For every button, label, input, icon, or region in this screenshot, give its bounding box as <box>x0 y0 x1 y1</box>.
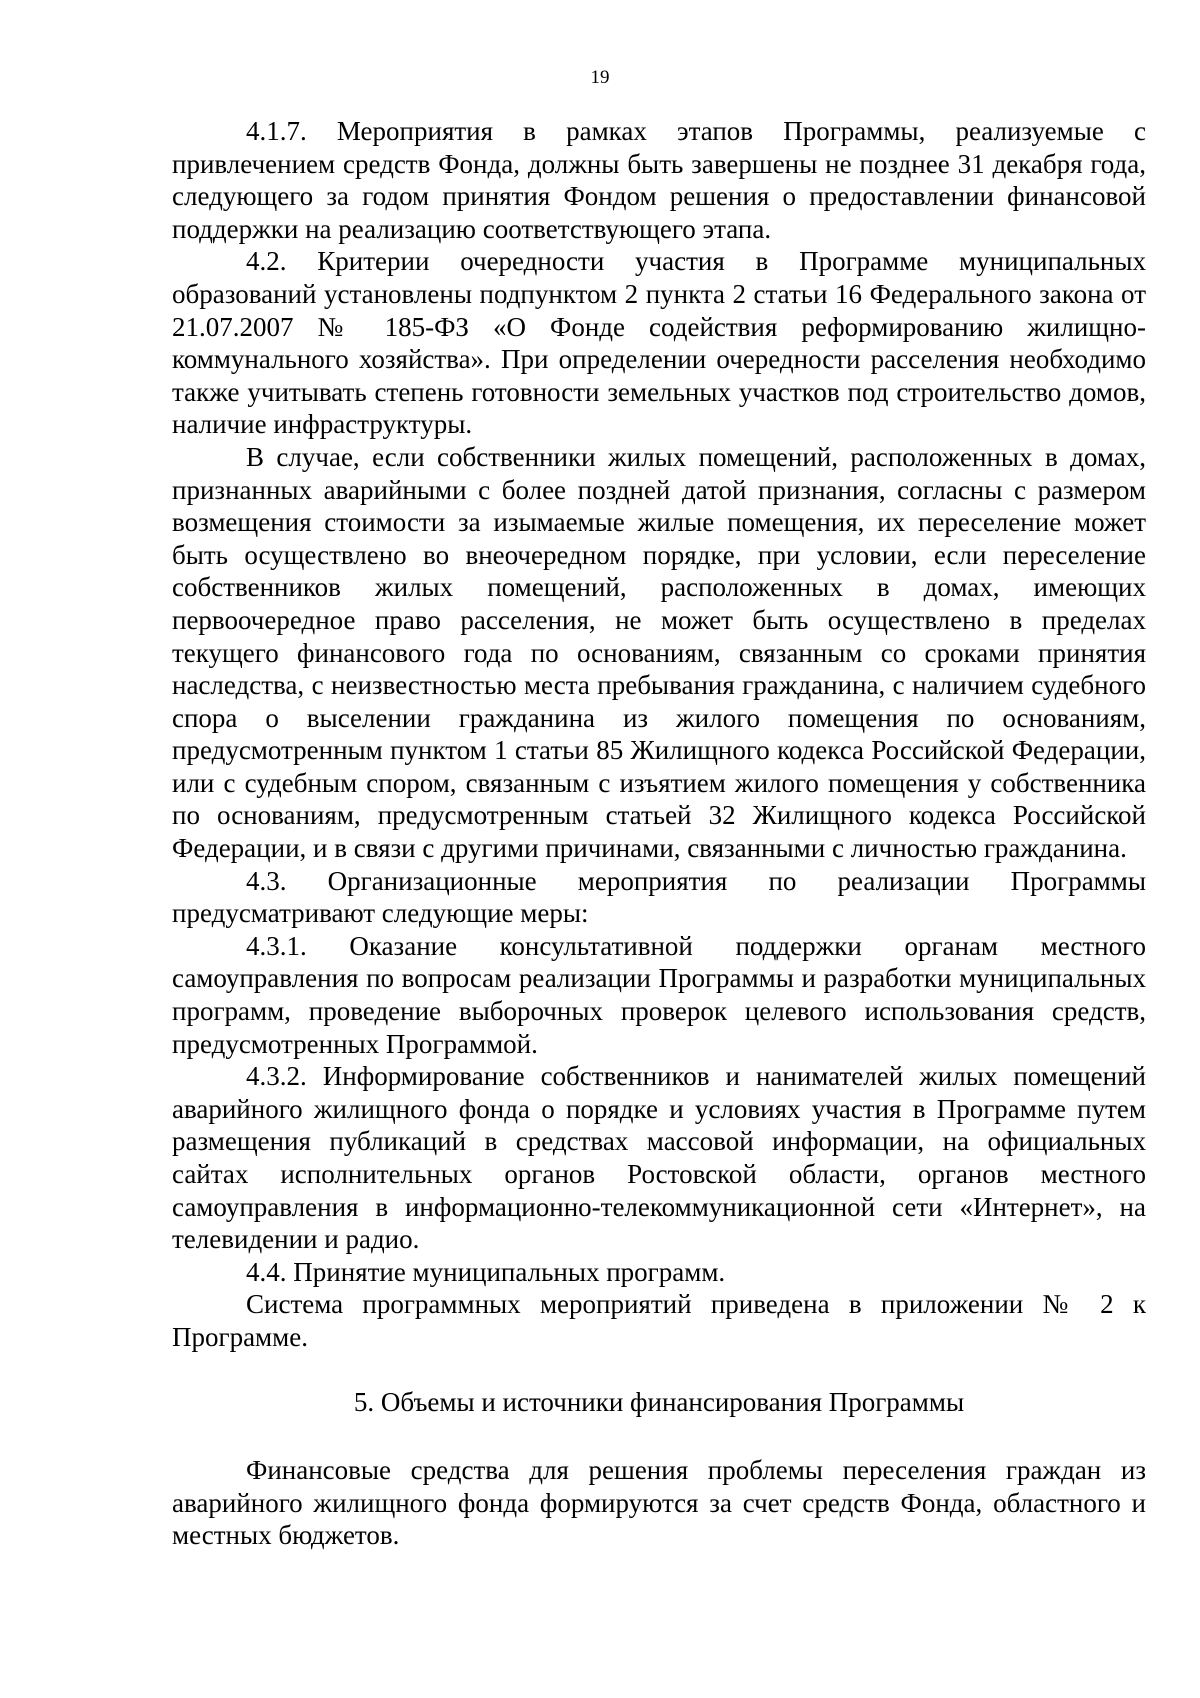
paragraph-4-2: 4.2. Критерии очередности участия в Программе муниципальных образований установлены подпунктом 2 пункта 2 статьи 16 Федерального закона от 21.07.2007 № 185-ФЗ «О Фонде содействия реформированию жилищно-коммунального хозяйства». При определении очередности расселения необходимо также учитывать степень готовности земельных участков под строительство домов, наличие инфраструктуры. <box>172 246 1146 440</box>
paragraph-program-measures-system: Система программных мероприятий приведена в приложении № 2 к Программе. <box>172 1289 1146 1352</box>
page-number: 19 <box>590 67 610 88</box>
paragraph-4-3-2: 4.3.2. Информирование собственников и нанимателей жилых помещений аварийного жилищного фонда о порядке и условиях участия в Программе путем размещения публикаций в средствах массовой информации, на официальных сайтах исполнительных органов Ростовской области, органов местного самоуправления в информационно-телекоммуникационной сети «Интернет», на телевидении и радио. <box>172 1061 1146 1255</box>
paragraph-4-3-1: 4.3.1. Оказание консультативной поддержки органам местного самоуправления по вопросам реализации Программы и разработки муниципальных программ, проведение выборочных проверок целевого использования средств, предусмотренных Программой. <box>172 930 1146 1059</box>
paragraph-4-4: 4.4. Принятие муниципальных программ. <box>246 1256 726 1287</box>
paragraph-extraordinary-resettlement: В случае, если собственники жилых помещений, расположенных в домах, признанных аварийными с более поздней датой признания, согласны с размером возмещения стоимости за изымаемые жилые помещения, их переселение может быть осуществлено во внеочередном порядке, при условии, если переселение собственников жилых помещений, расположенных в домах, имеющих первоочередное право расселения, не может быть осуществлено в пределах текущего финансового года по основаниям, связанным со сроками принятия наследства, с неизвестностью места пребывания гражданина, с наличием судебного спора о выселении гражданина из жилого помещения по основаниям, предусмотренным пунктом 1 статьи 85 Жилищного кодекса Российской Федерации, или с судебным спором, связанным с изъятием жилого помещения у собственника по основаниям, предусмотренным статьей 32 Жилищного кодекса Российской Федерации, и в связи с другими причинами, связанными с личностью гражданина. <box>172 441 1146 864</box>
paragraph-4-3: 4.3. Организационные мероприятия по реализации Программы предусматривают следующие меры: <box>172 865 1146 929</box>
paragraph-4-1-7: 4.1.7. Мероприятия в рамках этапов Программы, реализуемые с привлечением средств Фонда, должны быть завершены не позднее 31 декабря года, следующего за годом принятия Фондом решения о предоставлении финансовой поддержки на реализацию соответствующего этапа. <box>172 116 1146 244</box>
document-body <box>172 115 1146 1552</box>
section-heading: 5. Объемы и источники финансирования Программы <box>353 1386 965 1417</box>
paragraph-financing-sources: Финансовые средства для решения проблемы переселения граждан из аварийного жилищного фонда формируются за счет средств Фонда, областного и местных бюджетов. <box>172 1455 1146 1551</box>
